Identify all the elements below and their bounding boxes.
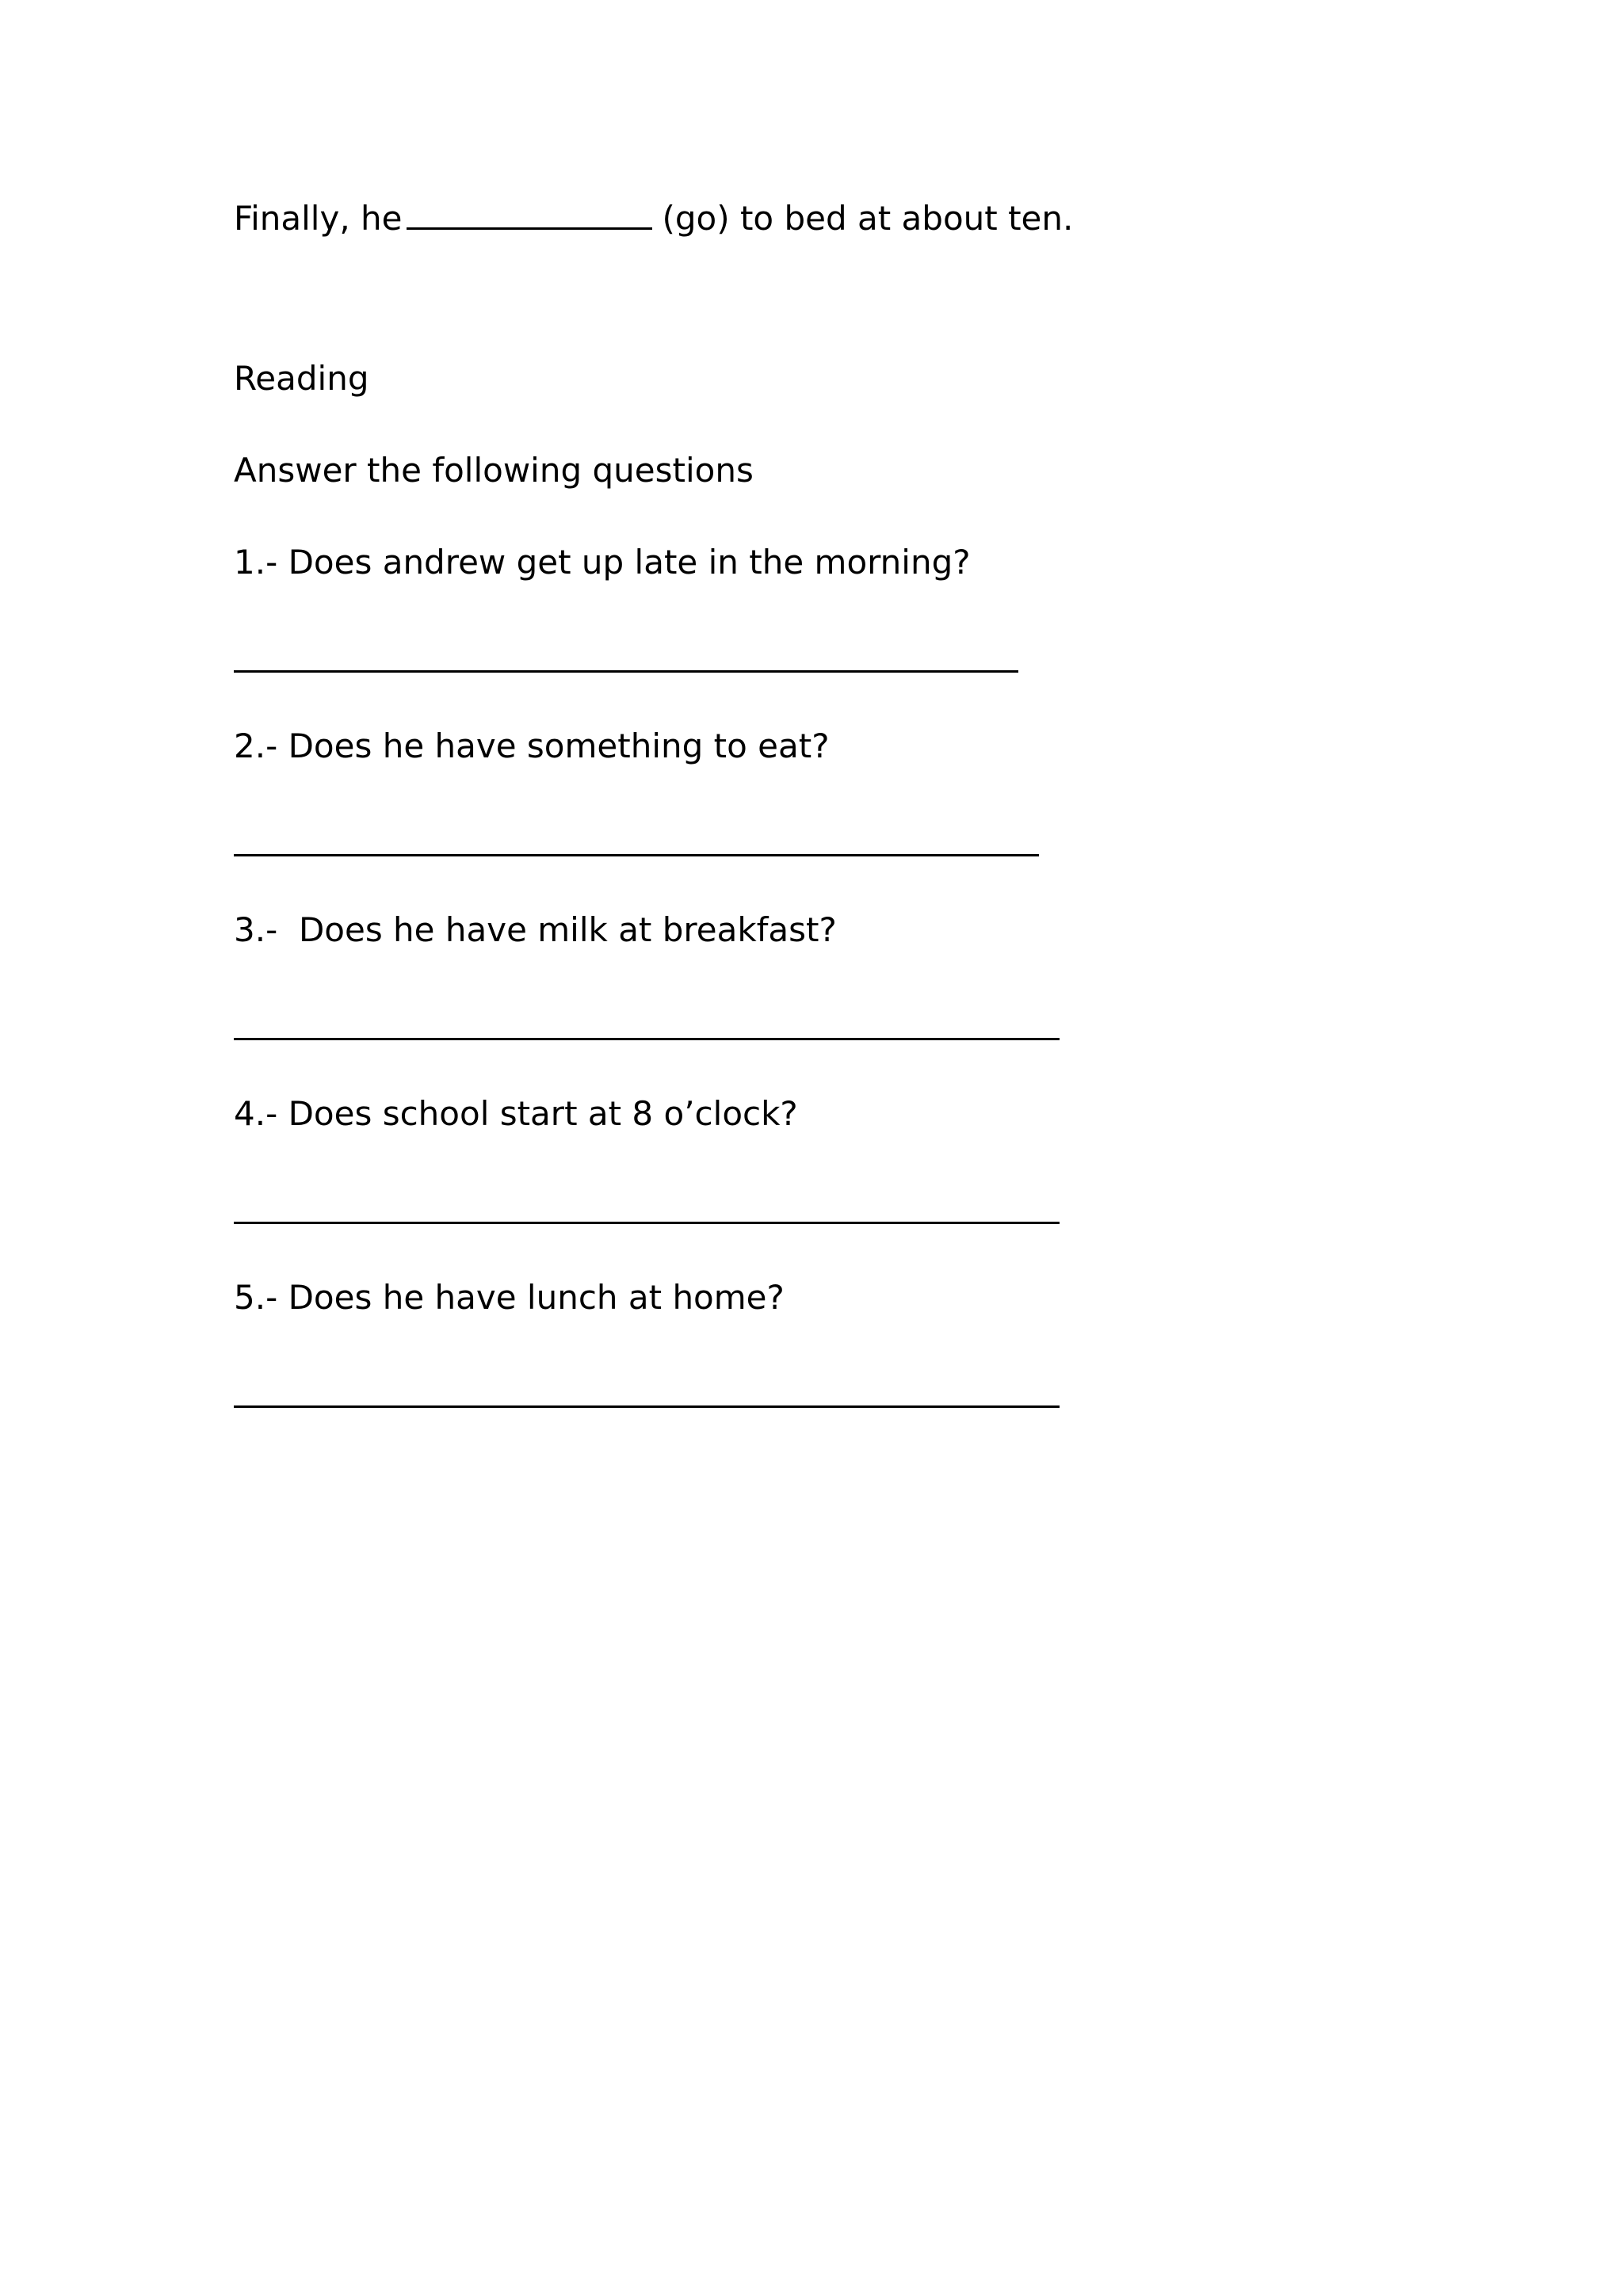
question-number: 1.- — [234, 543, 278, 582]
fill-in-sentence — [234, 196, 1073, 241]
section-title: Reading — [234, 359, 369, 398]
question-text: Does school start at 8 o’clock? — [288, 1094, 798, 1133]
section-instruction: Answer the following questions — [234, 451, 754, 490]
question-text: Does he have milk at breakfast? — [288, 910, 837, 949]
question-text: Does he have something to eat? — [288, 727, 830, 765]
sentence-start: Finally, he — [234, 199, 403, 238]
answer-line-4[interactable] — [234, 1222, 1060, 1224]
sentence-end: (go) to bed at about ten. — [662, 199, 1074, 238]
question-2 — [234, 724, 829, 769]
question-number: 3.- — [234, 910, 278, 949]
question-text: Does andrew get up late in the morning? — [288, 543, 971, 582]
question-4 — [234, 1092, 798, 1136]
fill-in-blank[interactable] — [407, 227, 652, 230]
question-1 — [234, 540, 971, 585]
question-number: 2.- — [234, 727, 278, 765]
answer-line-2[interactable] — [234, 854, 1039, 856]
question-text: Does he have lunch at home? — [288, 1278, 785, 1317]
question-number: 4.- — [234, 1094, 278, 1133]
answer-line-1[interactable] — [234, 670, 1018, 673]
answer-line-5[interactable] — [234, 1405, 1060, 1408]
question-3 — [234, 908, 837, 952]
question-5 — [234, 1276, 785, 1320]
question-number: 5.- — [234, 1278, 278, 1317]
answer-line-3[interactable] — [234, 1038, 1060, 1040]
